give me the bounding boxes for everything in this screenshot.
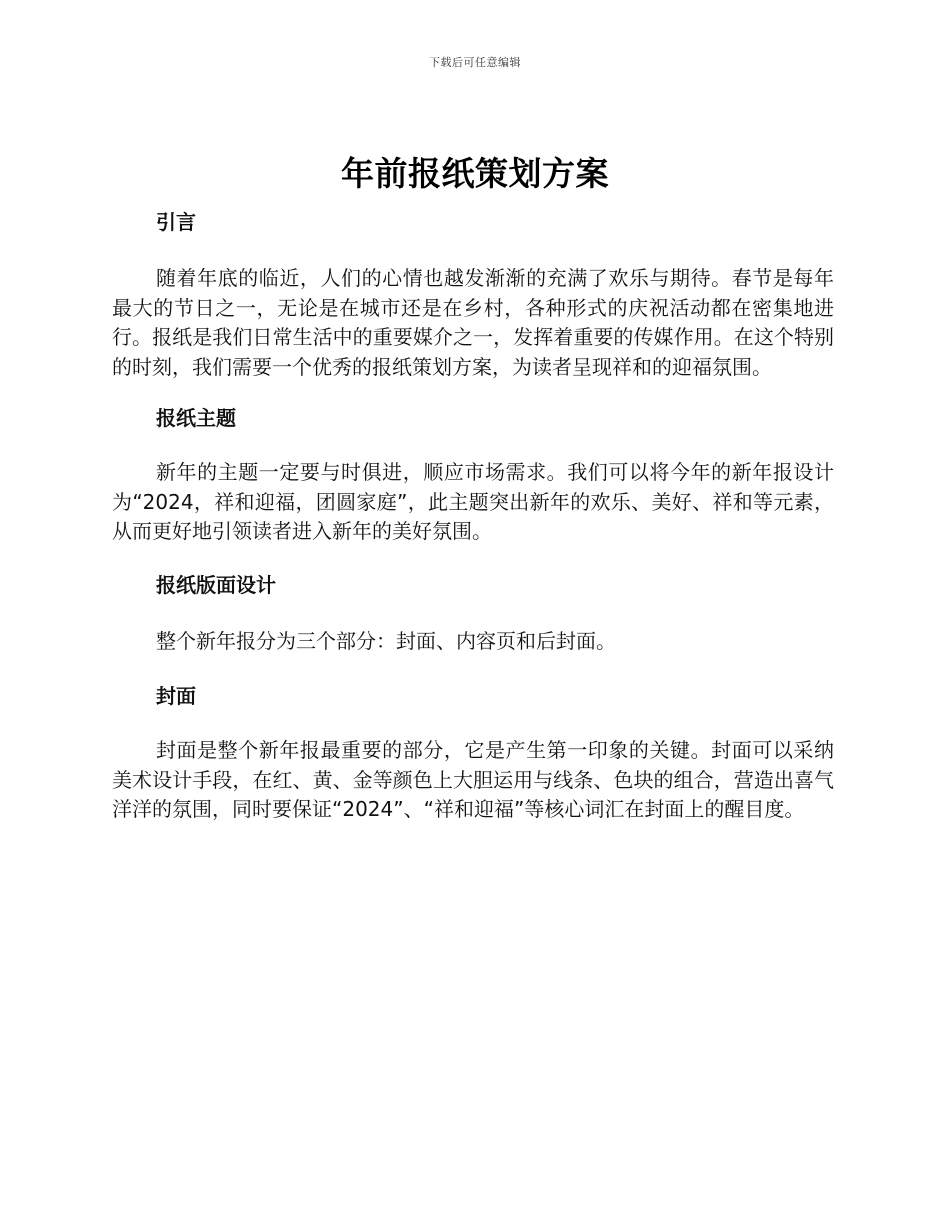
document-title: 年前报纸策划方案 xyxy=(341,154,609,193)
section-heading-layout: 报纸版面设计 xyxy=(156,572,276,597)
section-heading-theme: 报纸主题 xyxy=(156,406,236,430)
section-heading-cover: 封面 xyxy=(156,684,196,708)
section-paragraph-intro: 随着年底的临近，人们的心情也越发渐渐的充满了欢乐与期待。春节是每年最大的节日之一，无论是在城市还是在乡村，各种形式的庆祝活动都在密集地进行。报纸是我们日常生活中的重要媒介之一，发挥着重要的传媒作用。在这个特别的时刻，我们需要一个优秀的报纸策划方案，为读者呈现祥和的迎福氛围。 xyxy=(112,266,834,379)
section-paragraph-theme: 新年的主题一定要与时俱进，顺应市场需求。我们可以将今年的新年报设计为“2024，祥和迎福，团圆家庭”，此主题突出新年的欢乐、美好、祥和等元素，从而更好地引领读者进入新年的美好氛围。 xyxy=(112,460,834,543)
section-paragraph-cover: 封面是整个新年报最重要的部分，它是产生第一印象的关键。封面可以采纳美术设计手段，在红、黄、金等颜色上大胆运用与线条、色块的组合，营造出喜气洋洋的氛围，同时要保证“2024”、“祥和迎福”等核心词汇在封面上的醒目度。 xyxy=(112,738,834,821)
header-note: 下载后可任意编辑 xyxy=(429,56,521,69)
section-paragraph-layout: 整个新年报分为三个部分：封面、内容页和后封面。 xyxy=(156,628,616,653)
section-heading-intro: 引言 xyxy=(156,210,196,234)
document-body xyxy=(112,204,834,825)
